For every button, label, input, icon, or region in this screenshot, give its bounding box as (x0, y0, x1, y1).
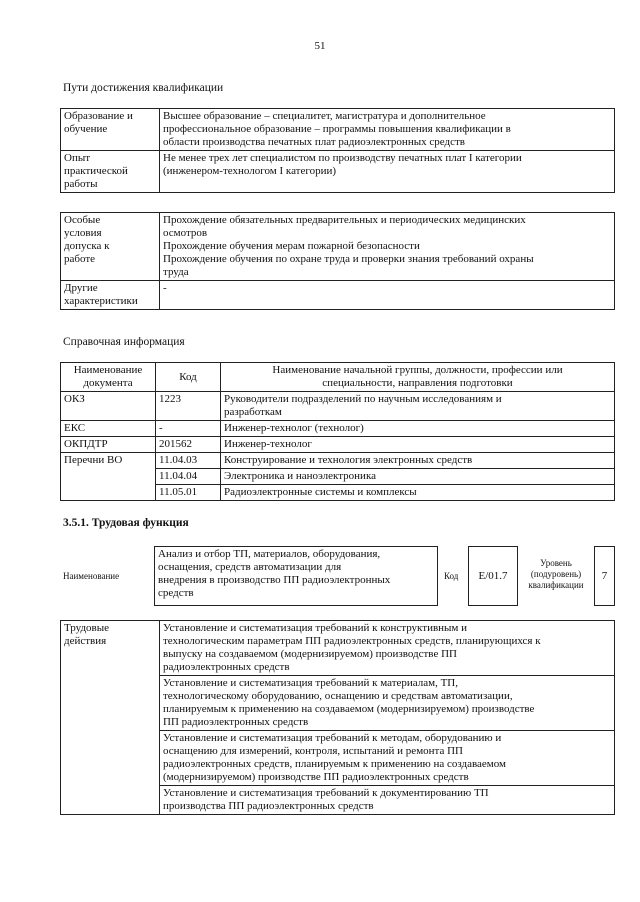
row-value: Высшее образование – специалитет, магистратура и дополнительное профессиональное образование – программы повышения квалификации в области производства печатных плат радиоэлектронных средств (160, 109, 615, 151)
table-row (61, 621, 615, 676)
header-code: Код (156, 363, 221, 392)
row-value: - (160, 281, 615, 310)
row-value: Прохождение обязательных предварительных и периодических медицинских осмотров Прохождение обучения мерам пожарной безопасности Прохождение обучения по охране труда и проверки знания требований охраны труда (160, 213, 615, 281)
header-doc: Наименование документа (61, 363, 156, 392)
cell-name: Руководители подразделений по научным исследованиям и разработкам (221, 392, 615, 421)
row-value: Не менее трех лет специалистом по производству печатных плат I категории (инженером-технологом I категории) (160, 151, 615, 193)
code-value-box (468, 546, 518, 606)
level-value-box (594, 546, 615, 606)
cell-doc: ОКПДТР (61, 437, 156, 453)
table-row (61, 421, 615, 437)
table-row (61, 437, 615, 453)
header-name: Наименование начальной группы, должности, профессии или специальности, направления подготовки (221, 363, 615, 392)
reference-title: Справочная информация (63, 336, 185, 348)
table-row (61, 213, 615, 281)
function-name-box: Анализ и отбор ТП, материалов, оборудования, оснащения, средств автоматизации для внедрения в производство ПП радиоэлектронных средств (154, 546, 438, 606)
labor-actions-label: Трудовые действия (61, 621, 160, 815)
cell-code: 11.04.04 (156, 469, 221, 485)
labor-action-item: Установление и систематизация требований к конструктивным и технологическим параметрам ПП радиоэлектронных средств, планирующихся к выпуску на создаваемом (модернизируемом) производстве ПП радиоэлектронных средств (160, 621, 615, 676)
table-row (61, 109, 615, 151)
cell-doc: ЕКС (61, 421, 156, 437)
cell-name: Радиоэлектронные системы и комплексы (221, 485, 615, 501)
level-label: Уровень (подуровень) квалификации (528, 558, 584, 590)
row-label: Другие характеристики (61, 281, 160, 310)
cell-name: Конструирование и технология электронных средств (221, 453, 615, 469)
row-label: Образование и обучение (61, 109, 160, 151)
level-value: 7 (601, 570, 608, 582)
cell-code: 201562 (156, 437, 221, 453)
labor-actions-table (60, 620, 615, 815)
labor-action-item: Установление и систематизация требований к методам, оборудованию и оснащению для измерений, контроля, испытаний и ремонта ПП радиоэлектронных средств, планируемым к применению на создаваемом (модернизируемом) производстве ПП радиоэлектронных средств (160, 731, 615, 786)
labor-action-item: Установление и систематизация требований к материалам, ТП, технологическому оборудованию, оснащению и средствам автоматизации, планируемым к применению на создаваемом (модернизируемом) производстве ПП радиоэлектронных средств (160, 676, 615, 731)
table-row (61, 281, 615, 310)
cell-name: Инженер-технолог (технолог) (221, 421, 615, 437)
cell-code: 1223 (156, 392, 221, 421)
cell-doc: ОКЗ (61, 392, 156, 421)
table-row (61, 453, 615, 469)
paths-table (60, 108, 615, 193)
function-heading: 3.5.1. Трудовая функция (63, 517, 189, 529)
labor-action-item: Установление и систематизация требований к документированию ТП производства ПП радиоэлектронных средств (160, 786, 615, 815)
cell-name: Инженер-технолог (221, 437, 615, 453)
cell-doc: Перечни ВО (61, 453, 156, 501)
code-value: E/01.7 (478, 570, 508, 582)
page-number: 51 (314, 40, 326, 52)
code-label: Код (444, 571, 459, 581)
table-header-row (61, 363, 615, 392)
cell-name: Электроника и наноэлектроника (221, 469, 615, 485)
reference-table (60, 362, 615, 501)
row-label: Особые условия допуска к работе (61, 213, 160, 281)
name-label: Наименование (63, 571, 120, 581)
cell-code: 11.05.01 (156, 485, 221, 501)
table-row (61, 392, 615, 421)
conditions-table (60, 212, 615, 310)
paths-title: Пути достижения квалификации (63, 82, 224, 94)
row-label: Опыт практической работы (61, 151, 160, 193)
cell-code: 11.04.03 (156, 453, 221, 469)
cell-code: - (156, 421, 221, 437)
table-row (61, 151, 615, 193)
